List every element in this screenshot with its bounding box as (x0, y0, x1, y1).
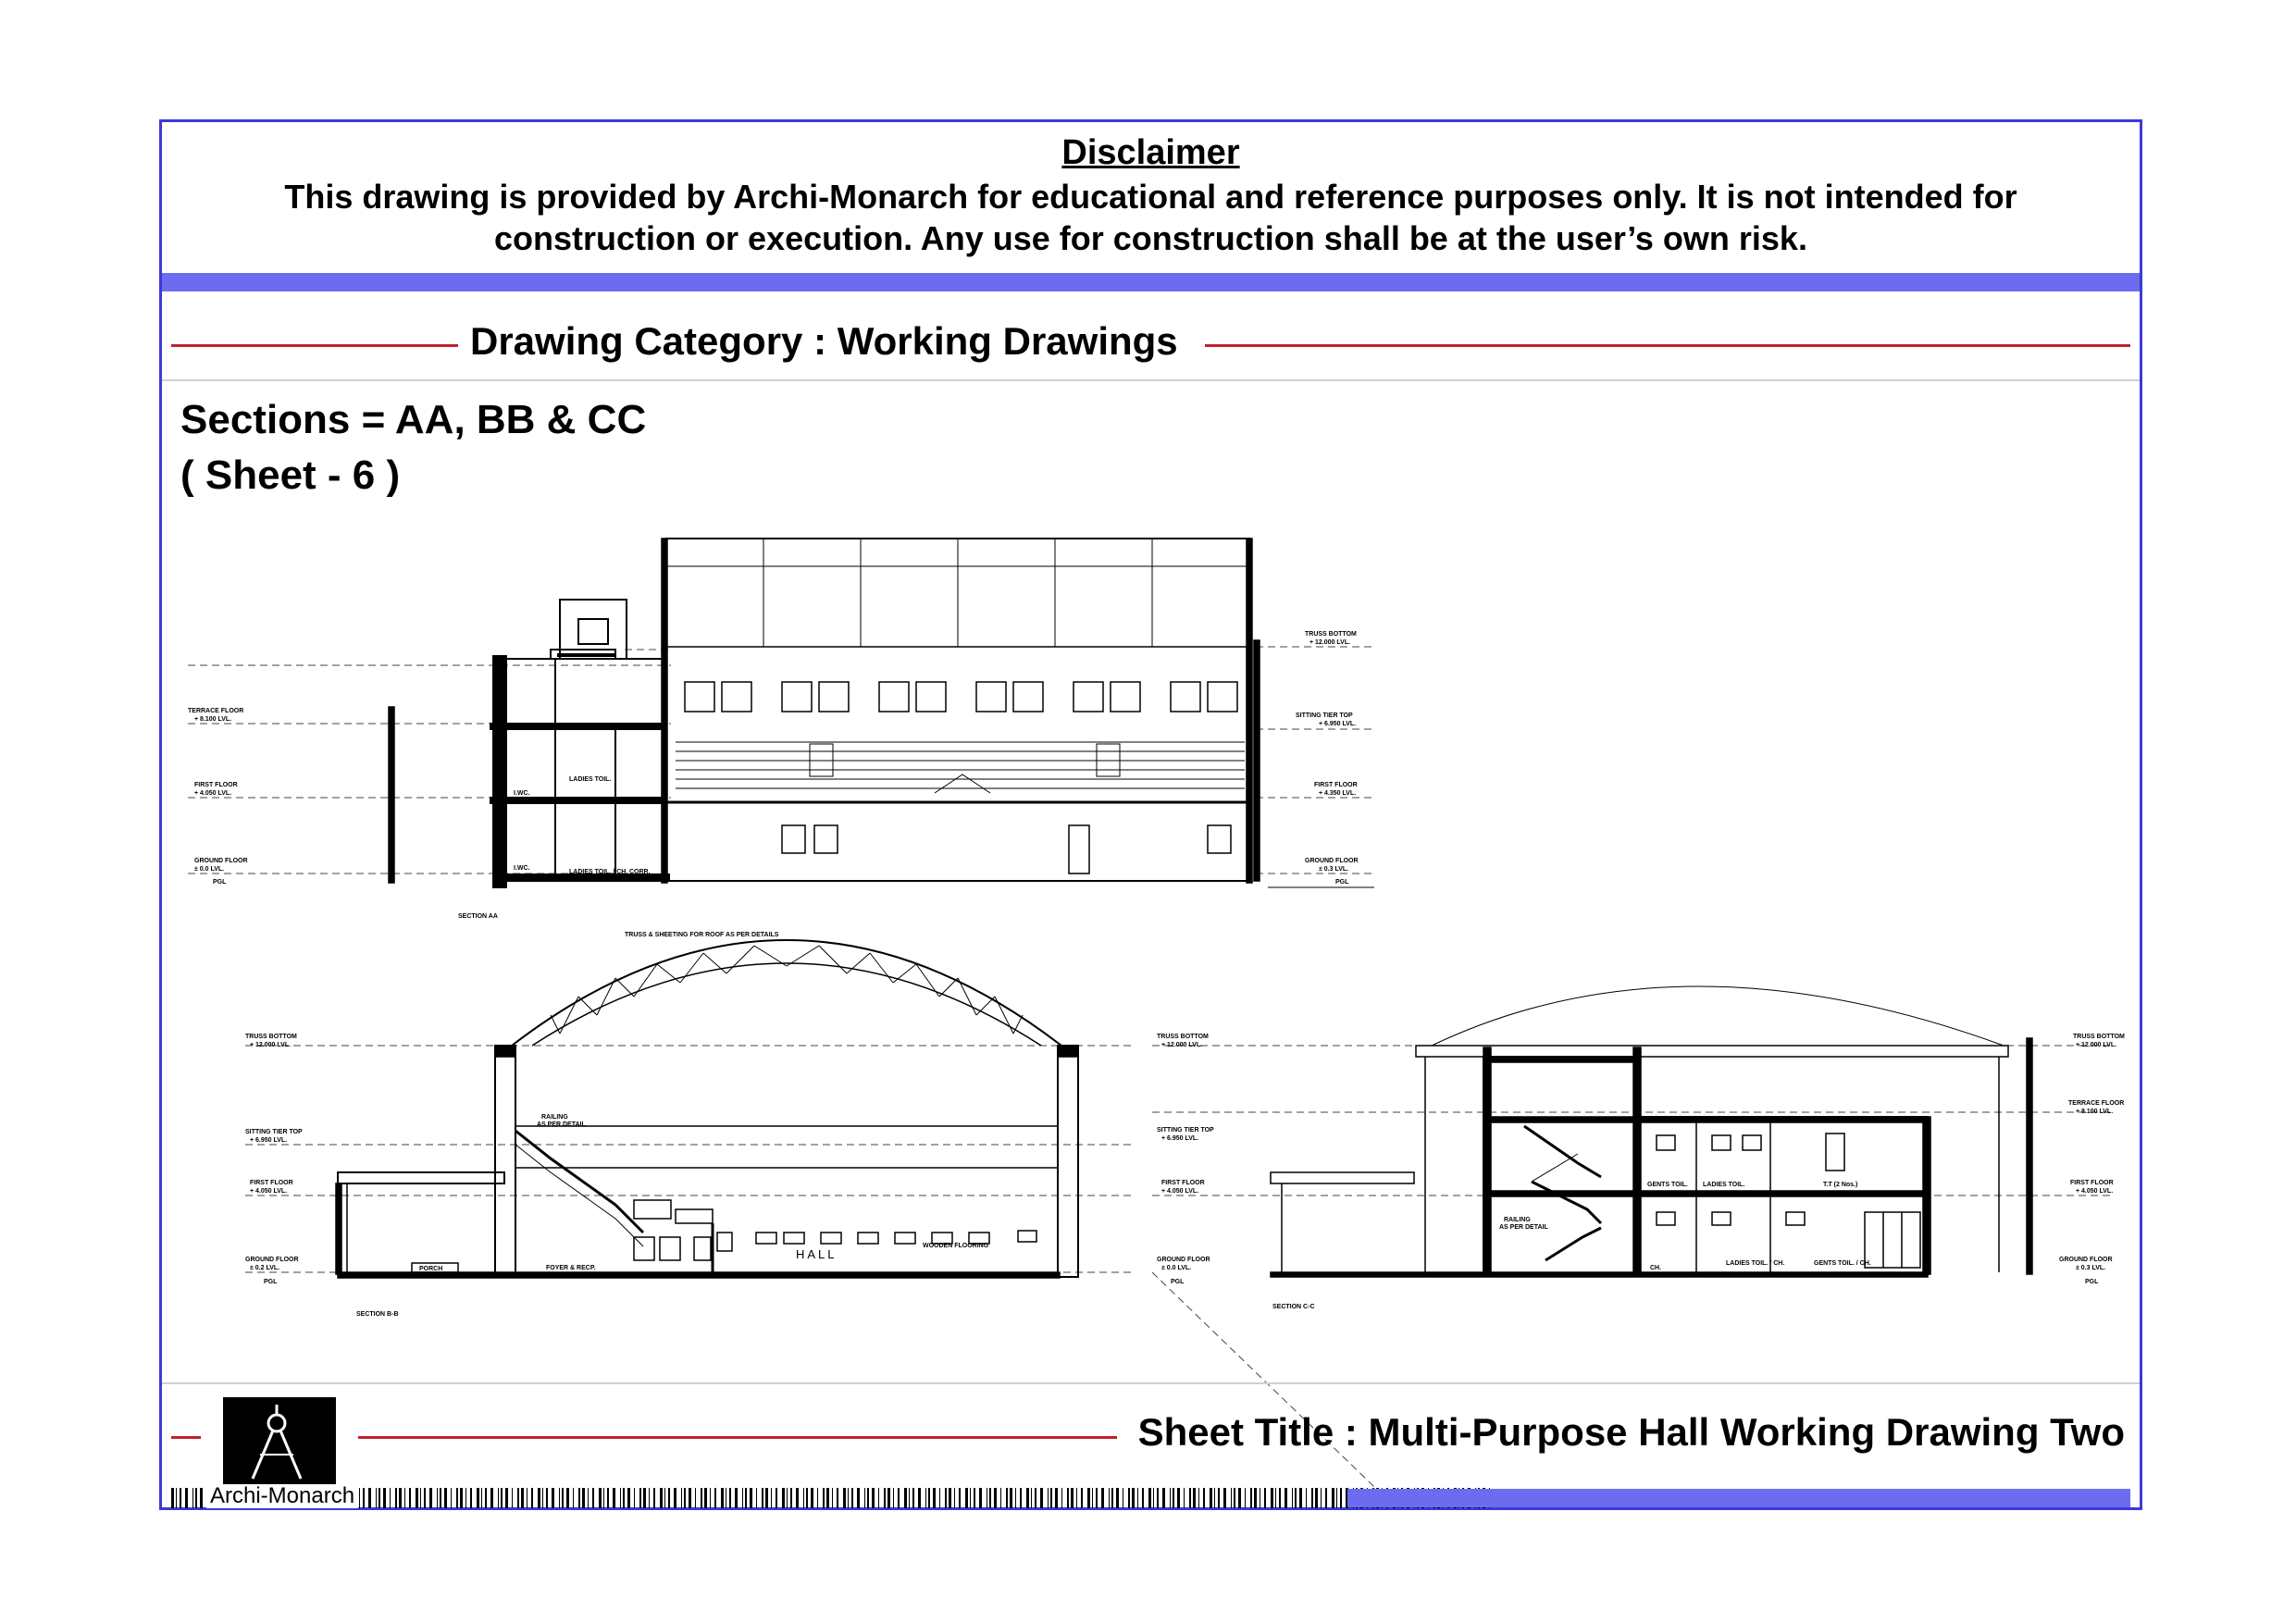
barcode-bar (701, 1488, 702, 1508)
barcode-bar (653, 1488, 655, 1508)
barcode-bar (704, 1488, 707, 1508)
sheet-number: ( Sheet - 6 ) (180, 452, 401, 498)
barcode-bar (925, 1488, 926, 1508)
aa-ground-label-r: GROUND FLOOR (1305, 858, 1359, 864)
barcode-bar (649, 1488, 650, 1508)
aa-pgl-r: PGL (1335, 879, 1349, 886)
barcode-bar (872, 1488, 875, 1508)
barcode-bar (1109, 1488, 1110, 1508)
barcode-bar (607, 1488, 609, 1508)
barcode-bar (634, 1488, 635, 1508)
bb-hall: HALL (796, 1247, 838, 1261)
barcode-bar (832, 1488, 833, 1508)
barcode-bar (643, 1488, 646, 1508)
barcode-bar (912, 1488, 914, 1508)
barcode-bar (954, 1488, 955, 1508)
bb-porch: PORCH (419, 1266, 443, 1272)
cc-ground-label-r: GROUND FLOOR (2059, 1257, 2113, 1263)
cc-first-level: + 4.050 LVL. (1161, 1188, 1199, 1195)
barcode-bar (1055, 1488, 1058, 1508)
cc-first-label-r: FIRST FLOOR (2070, 1180, 2114, 1186)
cc-first-label: FIRST FLOOR (1161, 1180, 1205, 1186)
barcode-bar (1264, 1488, 1266, 1508)
barcode-bar (817, 1488, 818, 1508)
barcode-bar (867, 1488, 869, 1508)
barcode-bar (848, 1488, 849, 1508)
barcode-bar (1336, 1488, 1337, 1508)
drawing-sheet-frame (159, 119, 2142, 1510)
bb-first-level: + 4.050 LVL. (250, 1188, 288, 1195)
footer-rule-title (358, 1436, 1117, 1439)
barcode-bar (1321, 1488, 1322, 1508)
barcode-bar (1040, 1488, 1043, 1508)
barcode-bar (796, 1488, 799, 1508)
barcode-bar (456, 1488, 458, 1508)
barcode-bar (399, 1488, 402, 1508)
barcode-bar (460, 1488, 463, 1508)
barcode-bar (790, 1488, 792, 1508)
barcode-bar (1292, 1488, 1293, 1508)
barcode-bar (531, 1488, 533, 1508)
barcode-bar (440, 1488, 441, 1508)
barcode-bar (898, 1488, 900, 1508)
barcode-bar (1148, 1488, 1151, 1508)
barcode-bar (1340, 1488, 1342, 1508)
barcode-bar (1285, 1488, 1287, 1508)
barcode-bar (756, 1488, 757, 1508)
barcode-bar (928, 1488, 930, 1508)
barcode-bar (613, 1488, 615, 1508)
barcode-bar (1020, 1488, 1022, 1508)
barcode-bar (444, 1488, 447, 1508)
barcode-bar (1162, 1488, 1165, 1508)
barcode-bar (1026, 1488, 1029, 1508)
disclaimer-title: Disclaimer (1061, 133, 1240, 172)
barcode-bar (603, 1488, 604, 1508)
barcode-bar (909, 1488, 910, 1508)
section-bb-labels (245, 932, 989, 1318)
barcode-bar (1295, 1488, 1297, 1508)
barcode-bar (451, 1488, 452, 1508)
barcode-bar (1193, 1488, 1196, 1508)
barcode-bar (1111, 1488, 1113, 1508)
barcode-bar (965, 1488, 968, 1508)
barcode-bar (1214, 1488, 1215, 1508)
barcode-bar (1050, 1488, 1052, 1508)
barcode-bar (1332, 1488, 1334, 1508)
barcode-bar (195, 1488, 197, 1508)
barcode-bar (729, 1488, 731, 1508)
barcode-bar (627, 1488, 630, 1508)
aa-iwc-upper: I.WC. (514, 790, 530, 797)
barcode-bar (429, 1488, 432, 1508)
barcode-bar (742, 1488, 743, 1508)
barcode-bar (379, 1488, 380, 1508)
barcode-bar (823, 1488, 825, 1508)
cc-ch: CH. (1650, 1265, 1662, 1271)
barcode-bar (684, 1488, 686, 1508)
barcode-bar (893, 1488, 894, 1508)
barcode-bar (1271, 1488, 1273, 1508)
barcode-bar (465, 1488, 466, 1508)
barcode-bar (826, 1488, 829, 1508)
compass-icon (223, 1397, 336, 1487)
barcode-bar (521, 1488, 524, 1508)
barcode-bar (884, 1488, 886, 1508)
archi-monarch-logo (223, 1397, 336, 1487)
aa-first-label: FIRST FLOOR (194, 782, 238, 788)
aa-pgl: PGL (213, 879, 227, 886)
barcode-bar (1315, 1488, 1318, 1508)
barcode-bar (857, 1488, 860, 1508)
aa-first-level-r: + 4.350 LVL. (1319, 790, 1357, 797)
barcode-bar (1006, 1488, 1008, 1508)
barcode-bar (787, 1488, 788, 1508)
bb-truss-label: TRUSS BOTTOM (245, 1034, 297, 1040)
barcode-bar (409, 1488, 411, 1508)
barcode-bar (639, 1488, 641, 1508)
barcode-bar (416, 1488, 418, 1508)
barcode-bar (782, 1488, 785, 1508)
barcode-bar (552, 1488, 554, 1508)
barcode-bar (668, 1488, 670, 1508)
aa-first-label-r: FIRST FLOOR (1314, 782, 1358, 788)
barcode-bar (1096, 1488, 1098, 1508)
barcode-bar (1245, 1488, 1246, 1508)
disclaimer-line-1: This drawing is provided by Archi-Monarch for educational and reference purposes only. It is not intended for (284, 178, 2017, 216)
barcode-bar (1306, 1488, 1307, 1508)
barcode-bar (1254, 1488, 1257, 1508)
bb-railing-detail: AS PER DETAIL (537, 1121, 586, 1128)
cc-truss-level: + 12.000 LVL. (1161, 1042, 1203, 1048)
cc-terrace-level-r: + 8.100 LVL. (2076, 1109, 2114, 1115)
barcode-bar (171, 1488, 174, 1508)
barcode-bar (1132, 1488, 1135, 1508)
section-bb (245, 940, 1134, 1278)
barcode-bar (1048, 1488, 1049, 1508)
barcode-bar (721, 1488, 724, 1508)
barcode-bar (1198, 1488, 1199, 1508)
barcode-bar (395, 1488, 397, 1508)
barcode-bar (1279, 1488, 1281, 1508)
barcode-bar (945, 1488, 947, 1508)
barcode-bar (887, 1488, 890, 1508)
barcode-bar (1031, 1488, 1032, 1508)
barcode-bar (185, 1488, 188, 1508)
aa-truss-level: + 12.000 LVL. (1309, 639, 1351, 646)
barcode-bar (1128, 1488, 1130, 1508)
barcode-bar (592, 1488, 594, 1508)
aa-sitting-label: SITTING TIER TOP (1296, 712, 1353, 719)
footer-band (1347, 1489, 2130, 1507)
aa-ladies-toil: LADIES TOIL. (569, 776, 612, 783)
barcode-bar (517, 1488, 519, 1508)
barcode-bar (1177, 1488, 1180, 1508)
aa-ground-level-r: ± 0.3 LVL. (1319, 866, 1349, 873)
barcode-bar (904, 1488, 907, 1508)
barcode-bar (1071, 1488, 1074, 1508)
barcode-bar (390, 1488, 391, 1508)
barcode-bar (498, 1488, 499, 1508)
barcode-bar (851, 1488, 853, 1508)
barcode-bar (485, 1488, 487, 1508)
barcode-bar (424, 1488, 426, 1508)
barcode-bar (714, 1488, 716, 1508)
barcode-bar (1092, 1488, 1093, 1508)
cc-gents-toil-ch: GENTS TOIL. / CH. (1814, 1260, 1871, 1267)
barcode-bar (404, 1488, 405, 1508)
barcode-bar (546, 1488, 548, 1508)
barcode-bar (180, 1488, 181, 1508)
cc-ladies-toil-ch: LADIES TOIL. / CH. (1726, 1260, 1785, 1267)
barcode-bar (1116, 1488, 1119, 1508)
section-bb-caption: SECTION B-B (356, 1311, 399, 1318)
cc-truss-level-r: + 12.000 LVL. (2076, 1042, 2117, 1048)
footer-rule-left (171, 1436, 201, 1439)
aa-terrace-level: + 8.100 LVL. (194, 716, 232, 723)
barcode-bar (490, 1488, 493, 1508)
separator-bottom (162, 1382, 2140, 1384)
barcode-bar (1275, 1488, 1276, 1508)
barcode-bar (437, 1488, 438, 1508)
aa-ground-level: ± 0.0 LVL. (194, 866, 225, 873)
section-aa-caption: SECTION AA (458, 913, 498, 920)
barcode-bar (939, 1488, 940, 1508)
barcode-bar (989, 1488, 991, 1508)
barcode-bar (994, 1488, 997, 1508)
barcode-bar (420, 1488, 421, 1508)
barcode-bar (837, 1488, 838, 1508)
sections-title: Sections = AA, BB & CC (180, 397, 647, 442)
barcode-bar (1218, 1488, 1220, 1508)
barcode-bar (762, 1488, 763, 1508)
barcode-bar (1081, 1488, 1083, 1508)
barcode-bar (1015, 1488, 1016, 1508)
barcode-bar (695, 1488, 696, 1508)
barcode-bar (1137, 1488, 1138, 1508)
barcode-bar (1311, 1488, 1313, 1508)
barcode-bar (735, 1488, 738, 1508)
aa-iwc-lower: I.WC. (514, 865, 530, 872)
barcode-bar (664, 1488, 665, 1508)
barcode-bar (623, 1488, 625, 1508)
barcode-bar (562, 1488, 564, 1508)
barcode-bar (979, 1488, 982, 1508)
sheet-title: Sheet Title : Multi-Purpose Hall Working Drawing Two (1137, 1410, 2125, 1454)
barcode-bar (710, 1488, 711, 1508)
barcode-bar (1234, 1488, 1235, 1508)
barcode-bar (620, 1488, 621, 1508)
barcode-bar (765, 1488, 768, 1508)
barcode-bar (359, 1488, 360, 1508)
barcode-bar (1210, 1488, 1212, 1508)
barcode-bar (1203, 1488, 1205, 1508)
barcode-bar (1223, 1488, 1226, 1508)
aa-sitting-level: + 6.950 LVL. (1319, 721, 1357, 727)
aa-terrace-label: TERRACE FLOOR (188, 708, 244, 714)
bb-truss-note: TRUSS & SHEETING FOR ROOF AS PER DETAILS (625, 932, 779, 938)
cc-ground-label: GROUND FLOOR (1157, 1257, 1210, 1263)
barcode-bar (878, 1488, 879, 1508)
aa-truss-label: TRUSS BOTTOM (1305, 631, 1357, 638)
barcode-bar (776, 1488, 777, 1508)
barcode-bar (1035, 1488, 1036, 1508)
aa-corr: CORR. (629, 869, 651, 875)
cc-sitting-label: SITTING TIER TOP (1157, 1127, 1214, 1134)
barcode-bar (192, 1488, 193, 1508)
barcode-bar (505, 1488, 508, 1508)
barcode-bar (681, 1488, 682, 1508)
bb-truss-level: + 12.000 LVL. (250, 1042, 292, 1048)
cc-gents-toil: GENTS TOIL. (1647, 1182, 1688, 1188)
cc-terrace-label-r: TERRACE FLOOR (2068, 1100, 2125, 1107)
cc-sitting-level: + 6.950 LVL. (1161, 1135, 1199, 1142)
bb-pgl: PGL (264, 1279, 278, 1285)
cc-tt: T.T (2 Nos.) (1823, 1182, 1858, 1188)
section-cc-caption: SECTION C-C (1272, 1304, 1315, 1310)
barcode-bar (477, 1488, 479, 1508)
barcode-bar (376, 1488, 377, 1508)
cc-truss-label: TRUSS BOTTOM (1157, 1034, 1209, 1040)
barcode-bar (843, 1488, 846, 1508)
barcode-bar (566, 1488, 569, 1508)
barcode-bar (970, 1488, 971, 1508)
section-aa (188, 539, 1374, 887)
cc-first-level-r: + 4.050 LVL. (2076, 1188, 2114, 1195)
barcode-bar (1325, 1488, 1327, 1508)
bb-sitting-level: + 6.950 LVL. (250, 1137, 288, 1144)
barcode-bar (1189, 1488, 1191, 1508)
barcode-bar (1061, 1488, 1062, 1508)
bb-first-label: FIRST FLOOR (250, 1180, 293, 1186)
disclaimer-line-2: construction or execution. Any use for construction shall be at the user’s own risk. (494, 219, 1807, 257)
barcode-bar (470, 1488, 472, 1508)
cc-ground-level-r: ± 0.3 LVL. (2076, 1265, 2106, 1271)
barcode-bar (1087, 1488, 1090, 1508)
bb-foyer: FOYER & RECP. (546, 1265, 596, 1271)
barcode-bar (771, 1488, 772, 1508)
bb-railing: RAILING (541, 1114, 568, 1121)
barcode-bar (674, 1488, 676, 1508)
section-aa-labels (188, 631, 1359, 920)
barcode-bar (750, 1488, 752, 1508)
barcode-bar (1153, 1488, 1154, 1508)
barcode-bar (803, 1488, 804, 1508)
bb-wooden-flooring: WOODEN FLOORING (923, 1243, 989, 1249)
barcode-bar (512, 1488, 513, 1508)
barcode-bar (949, 1488, 951, 1508)
barcode-bar (383, 1488, 386, 1508)
barcode-bar (689, 1488, 691, 1508)
bb-ground-level: ± 0.2 LVL. (250, 1265, 280, 1271)
barcode-bar (481, 1488, 482, 1508)
section-drawings (162, 122, 2140, 1507)
barcode-bar (1000, 1488, 1001, 1508)
barcode-bar (573, 1488, 574, 1508)
aa-ladies-toil-ch: LADIES TOIL. / CH. (569, 869, 628, 875)
barcode-bar (1231, 1488, 1232, 1508)
barcode-bar (176, 1488, 177, 1508)
barcode-bar (959, 1488, 961, 1508)
barcode-bar (806, 1488, 808, 1508)
barcode-bar (933, 1488, 936, 1508)
barcode-bar (811, 1488, 813, 1508)
barcode-bar (1157, 1488, 1159, 1508)
barcode-strip (171, 1488, 1495, 1508)
barcode-bar (363, 1488, 365, 1508)
barcode-bar (538, 1488, 540, 1508)
barcode-bar (1076, 1488, 1077, 1508)
barcode-bar (974, 1488, 975, 1508)
barcode-bar (200, 1488, 203, 1508)
barcode-bar (542, 1488, 543, 1508)
barcode-bar (1238, 1488, 1241, 1508)
barcode-bar (588, 1488, 589, 1508)
aa-ground-label: GROUND FLOOR (194, 858, 248, 864)
bb-sitting-label: SITTING TIER TOP (245, 1129, 303, 1135)
barcode-bar (1170, 1488, 1171, 1508)
barcode-bar (660, 1488, 663, 1508)
barcode-bar (864, 1488, 865, 1508)
barcode-bar (1184, 1488, 1185, 1508)
barcode-bar (1010, 1488, 1012, 1508)
barcode-bar (918, 1488, 921, 1508)
barcode-bar (559, 1488, 560, 1508)
cc-pgl: PGL (1171, 1279, 1185, 1285)
bb-ground-label: GROUND FLOOR (245, 1257, 299, 1263)
barcode-bar (582, 1488, 585, 1508)
barcode-bar (1250, 1488, 1252, 1508)
barcode-bar (1142, 1488, 1144, 1508)
barcode-bar (1299, 1488, 1302, 1508)
barcode-bar (368, 1488, 371, 1508)
barcode-bar (599, 1488, 602, 1508)
brand-name: Archi-Monarch (206, 1484, 358, 1508)
aa-first-level: + 4.050 LVL. (194, 790, 232, 797)
barcode-bar (1101, 1488, 1104, 1508)
barcode-bar (501, 1488, 503, 1508)
cc-ladies-toil: LADIES TOIL. (1703, 1182, 1745, 1188)
cc-truss-label-r: TRUSS BOTTOM (2073, 1034, 2125, 1040)
barcode-bar (745, 1488, 747, 1508)
cc-railing-detail: AS PER DETAIL (1499, 1224, 1548, 1231)
barcode-bar (1067, 1488, 1069, 1508)
cc-pgl-r: PGL (2085, 1279, 2099, 1285)
cc-ground-level: ± 0.0 LVL. (1161, 1265, 1192, 1271)
barcode-bar (1173, 1488, 1174, 1508)
barcode-bar (578, 1488, 580, 1508)
drawing-category: Drawing Category : Working Drawings (470, 319, 1178, 363)
cc-railing: RAILING (1504, 1217, 1531, 1223)
